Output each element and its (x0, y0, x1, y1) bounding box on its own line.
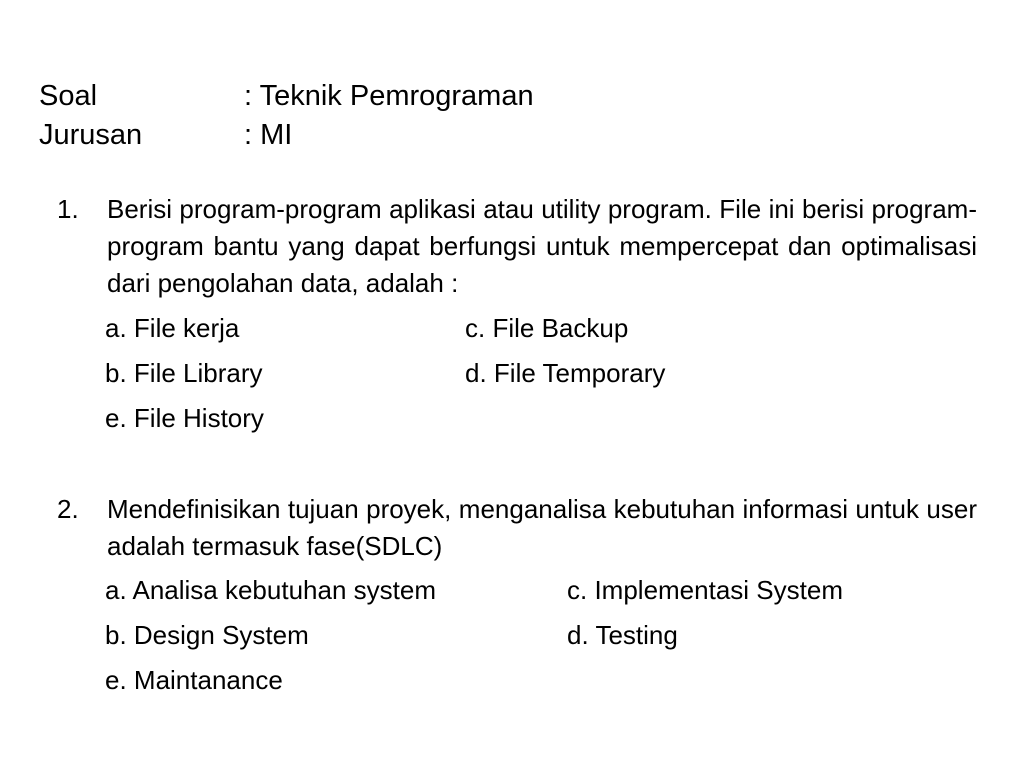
option-c: c. Implementasi System (567, 575, 843, 605)
option-b: b. Design System (105, 620, 309, 650)
question-number: 2. (57, 494, 79, 524)
question-text: Mendefinisikan tujuan proyek, menganalisa kebutuhan informasi untuk user adalah termasuk fase(SDLC) (107, 494, 977, 561)
option-a: a. Analisa kebutuhan system (105, 575, 436, 605)
option-c: c. File Backup (465, 313, 629, 343)
option-e: e. Maintanance (105, 665, 283, 695)
question-number: 1. (57, 194, 79, 224)
jurusan-value: : MI (244, 119, 293, 151)
option-e: e. File History (105, 403, 264, 433)
soal-value: : Teknik Pemrograman (244, 80, 534, 112)
question-text: Berisi program-program aplikasi atau utility program. File ini berisi program-program bantu yang dapat berfungsi untuk mempercepat dan optimalisasi dari pengolahan data, adalah : (107, 194, 977, 298)
option-d: d. Testing (567, 620, 678, 650)
option-b: b. File Library (105, 358, 263, 388)
option-a: a. File kerja (105, 313, 240, 343)
jurusan-label: Jurusan (39, 119, 143, 151)
option-d: d. File Temporary (465, 358, 666, 388)
soal-label: Soal (39, 80, 98, 112)
